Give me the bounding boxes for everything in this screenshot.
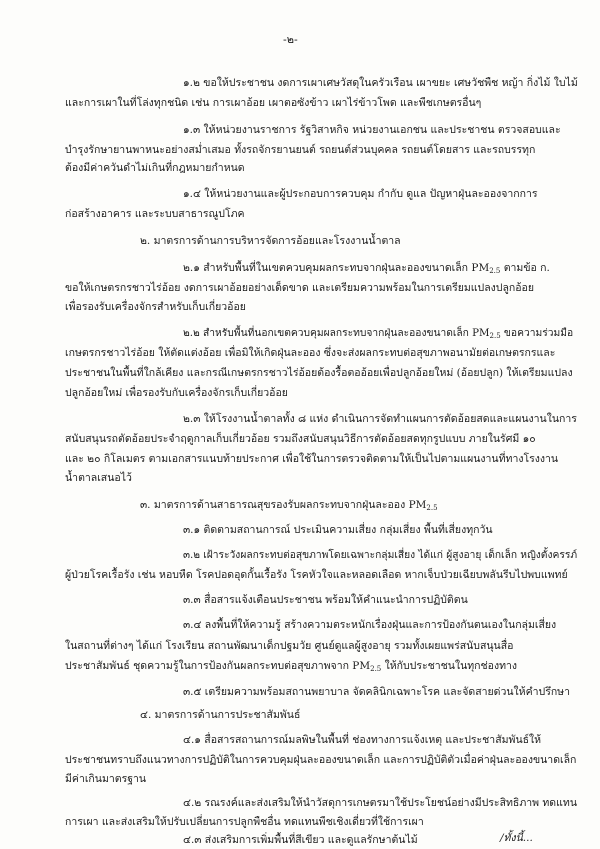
para-2-2-line-2: เกษตรกรชาวไร่อ้อย ให้ตัดแต่งอ้อย เพื่อมิให้เกิดฝุ่นละออง ซึ่งจะส่งผลกระทบต่อสุขภาพอนามัยต่อเกษตรกรและ <box>65 347 556 359</box>
para-3-3: ๓.๓ สื่อสารแจ้งเตือนประชาชน พร้อมให้คำแนะนำการปฏิบัติตน <box>183 594 468 606</box>
para-4-3: ๔.๓ ส่งเสริมการเพิ่มพื้นที่สีเขียว และดูแลรักษาต้นไม้ <box>183 834 418 846</box>
para-2-1-line-3: เพื่อรองรับเครื่องจักรสำหรับเก็บเกี่ยวอ้อย <box>65 301 246 313</box>
para-2-1-line-2: ขอให้เกษตรกรชาวไร่อ้อย งดการเผาอ้อยอย่างเด็ดขาด และเตรียมความพร้อมในการเตรียมแปลงปลูกอ้อย <box>65 282 534 294</box>
para-1-3-line-3: ต้องมีค่าควันดำไม่เกินที่กฎหมายกำหนด <box>65 162 245 174</box>
para-1-4-line-1: ๑.๔ ให้หน่วยงานและผู้ประกอบการควบคุม กำกับ ดูแล ปัญหาฝุ่นละอองจากการ <box>183 188 538 200</box>
para-4-1-line-1: ๔.๑ สื่อสารสถานการณ์มลพิษในพื้นที่ ช่องทางการแจ้งเหตุ และประชาสัมพันธ์ให้ <box>183 734 542 746</box>
para-1-2-line-2: และการเผาในที่โล่งทุกชนิด เช่น การเผาอ้อย เผาตอซังข้าว เผาไร่ข้าวโพด และพืชเกษตรอื่นๆ <box>65 97 482 109</box>
para-4-2-line-2: การเผา และส่งเสริมให้ปรับเปลี่ยนการปลูกพืชอื่น ทดแทนพืชเชิงเดี่ยวที่ใช้การเผา <box>65 816 424 828</box>
para-3-2-line-1: ๓.๒ เฝ้าระวังผลกระทบต่อสุขภาพโดยเฉพาะกลุ่มเสี่ยง ได้แก่ ผู้สูงอายุ เด็กเล็ก หญิงตั้งครรภ์ <box>183 549 578 561</box>
section-4-heading: ๔. มาตรการด้านการประชาสัมพันธ์ <box>140 709 301 721</box>
para-3-4-line-3: ประชาสัมพันธ์ ชุดความรู้ในการป้องกันผลกระทบต่อสุขภาพจาก $PM_{2.5}$ ให้กับประชาชนในทุกช่องทาง <box>65 660 518 673</box>
para-1-2-line-1: ๑.๒ ขอให้ประชาชน งดการเผาเศษวัสดุในครัวเรือน เผาขยะ เศษวัชพืช หญ้า กิ่งไม้ ใบไม้ <box>183 77 578 89</box>
para-4-2-line-1: ๔.๒ รณรงค์และส่งเสริมให้นำวัสดุการเกษตรมาใช้ประโยชน์อย่างมีประสิทธิภาพ ทดแทน <box>183 797 577 809</box>
para-2-3-line-1: ๒.๓ ให้โรงงานน้ำตาลทั้ง ๘ แห่ง ดำเนินการจัดทำแผนการตัดอ้อยสดและแผนงานในการ <box>183 413 577 425</box>
para-3-4-line-1: ๓.๔ ลงพื้นที่ให้ความรู้ สร้างความตระหนักเรื่องฝุ่นและการป้องกันตนเองในกลุ่มเสี่ยง <box>183 619 557 631</box>
section-2-heading: ๒. มาตรการด้านการบริหารจัดการอ้อยและโรงงานน้ำตาล <box>140 235 401 247</box>
para-4-1-line-3: มีค่าเกินมาตรฐาน <box>65 773 147 785</box>
para-2-3-line-4: น้ำตาลเสนอไว้ <box>65 472 132 484</box>
para-2-3-line-3: และ ๒๐ กิโลเมตร ตามเอกสารแนบท้ายประกาศ เพื่อใช้ในการตรวจติดตามให้เป็นไปตามแผนงานที่ทางโรงงาน <box>65 453 559 465</box>
para-1-3-line-1: ๑.๓ ให้หน่วยงานราชการ รัฐวิสาหกิจ หน่วยงานเอกชน และประชาชน ตรวจสอบและ <box>183 124 561 136</box>
para-3-4-line-2: ในสถานที่ต่างๆ ได้แก่ โรงเรียน สถานพัฒนาเด็กปฐมวัย ศูนย์ดูแลผู้สูงอายุ รวมทั้งเผยแพร่สนับสนุนสื่อ <box>65 640 514 652</box>
para-3-1: ๓.๑ ติดตามสถานการณ์ ประเมินความเสี่ยง กลุ่มเสี่ยง พื้นที่เสี่ยงทุกวัน <box>183 524 493 536</box>
para-1-4-line-2: ก่อสร้างอาคาร และระบบสาธารณูปโภค <box>65 208 245 220</box>
continuation-marker: /ทั้งนี้... <box>500 832 533 844</box>
para-3-2-line-2: ผู้ป่วยโรคเรื้อรัง เช่น หอบหืด โรคปอดอุดกั้นเรื้อรัง โรคหัวใจและหลอดเลือด หากเจ็บป่วยเฉียบพลันรีบไปพบแพทย์ <box>65 569 568 581</box>
para-2-2-line-1: ๒.๒ สำหรับพื้นที่นอกเขตควบคุมผลกระทบจากฝุ่นละอองขนาดเล็ก $PM_{2.5}$ ขอความร่วมมือ <box>183 327 574 340</box>
para-2-3-line-2: สนับสนุนรถตัดอ้อยประจำฤดูกาลเก็บเกี่ยวอ้อย รวมถึงสนับสนุนวิธีการตัดอ้อยสดทุกรูปแบบ ภายในรัศมี ๑๐ <box>65 433 536 445</box>
para-2-1-line-1: ๒.๑ สำหรับพื้นที่ในเขตควบคุมผลกระทบจากฝุ่นละอองขนาดเล็ก $PM_{2.5}$ ตามข้อ ก. <box>183 262 550 275</box>
para-3-5: ๓.๕ เตรียมความพร้อมสถานพยาบาล จัดคลินิกเฉพาะโรค และจัดสายด่วนให้คำปรึกษา <box>183 686 571 698</box>
para-2-2-line-4: ปลูกอ้อยใหม่ เพื่อรองรับกับเครื่องจักรเก็บเกี่ยวอ้อย <box>65 387 288 399</box>
section-3-heading: ๓. มาตรการด้านสาธารณสุขรองรับผลกระทบจากฝุ่นละออง $PM_{2.5}$ <box>140 499 438 512</box>
para-4-1-line-2: ประชาชนทราบถึงแนวทางการปฏิบัติในการควบคุมฝุ่นละอองขนาดเล็ก และการปฏิบัติตัวเมื่อค่าฝุ่นละอองขนาดเล็ก <box>65 754 577 766</box>
para-1-3-line-2: บำรุงรักษายานพาหนะอย่างสม่ำเสมอ ทั้งรถจักรยานยนต์ รถยนต์ส่วนบุคคล รถยนต์โดยสาร และรถบรรทุก <box>65 144 536 156</box>
para-2-2-line-3: ประชาชนในพื้นที่ใกล้เคียง และกรณีเกษตรกรชาวไร่อ้อยต้องรื้อตออ้อยเพื่อปลูกอ้อยใหม่ (อ้อยปลูก) ให้เตรียมแปลง <box>65 367 573 379</box>
page-number: -๒- <box>283 33 298 46</box>
